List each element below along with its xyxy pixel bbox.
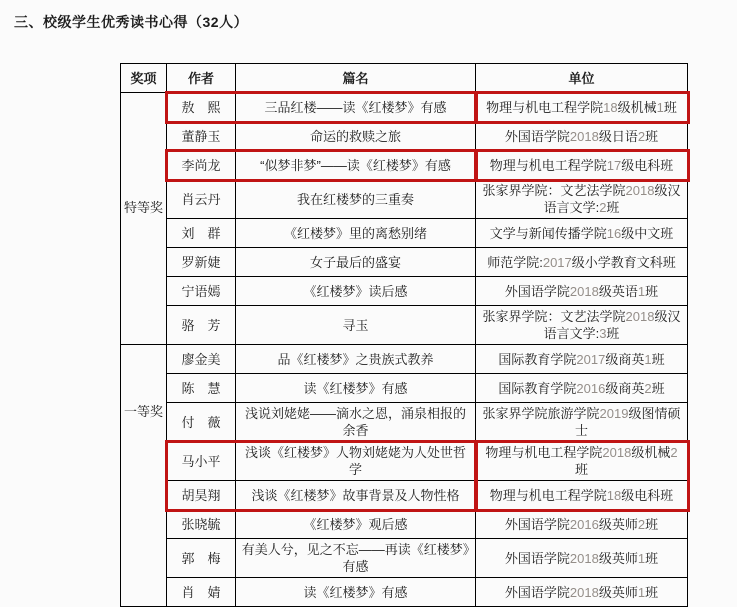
author-cell: 骆 芳: [167, 306, 236, 345]
title-cell: 浅谈《红楼梦》故事背景及人物性格: [236, 481, 476, 510]
table-row: [121, 219, 688, 248]
unit-number: 17: [606, 157, 622, 173]
table-row: [121, 248, 688, 277]
title-cell: 我在红楼梦的三重奏: [236, 180, 476, 219]
unit-number: 1: [637, 584, 646, 600]
unit-number: 2018: [625, 309, 655, 324]
author-cell: 张晓毓: [167, 510, 236, 539]
author-cell: 马小平: [167, 442, 236, 481]
award-cell: 特等奖: [121, 93, 167, 345]
unit-cell: 文学与新闻传播学院16级中文班: [476, 219, 688, 248]
unit-number: 2: [670, 445, 678, 460]
title-cell: “似梦非梦”——读《红楼梦》有感: [236, 151, 476, 180]
col-header-award: 奖项: [121, 64, 167, 93]
unit-cell: 物理与机电工程学院18级机械1班: [476, 93, 688, 122]
unit-cell: 张家界学院：文艺法学院2018级汉语言文学:3班: [476, 306, 688, 345]
page-title: 三、校级学生优秀读书心得（32人）: [14, 14, 249, 30]
title-cell: 浅说刘姥姥——滴水之恩，涌泉相报的余香: [236, 403, 476, 442]
table-row: [121, 277, 688, 306]
unit-cell: 国际教育学院2017级商英1班: [476, 345, 688, 374]
table-row: [121, 151, 688, 180]
table-body: [121, 93, 688, 607]
unit-number: 2: [599, 200, 607, 215]
author-cell: 董静玉: [167, 122, 236, 151]
unit-number: 1: [637, 283, 646, 299]
table-row: [121, 180, 688, 219]
author-cell: 刘 群: [167, 219, 236, 248]
unit-number: 2019: [599, 406, 629, 421]
unit-number: 2018: [569, 584, 599, 600]
title-cell: 浅谈《红楼梦》人物刘姥姥为人处世哲学: [236, 442, 476, 481]
unit-number: 2018: [569, 550, 599, 566]
unit-number: 2: [637, 516, 646, 532]
unit-number: 18: [606, 487, 622, 503]
table-row: [121, 578, 688, 607]
unit-number: 2017: [576, 351, 606, 367]
table-row: [121, 481, 688, 510]
table-row: [121, 345, 688, 374]
col-header-title: 篇名: [236, 64, 476, 93]
unit-number: 1: [656, 99, 664, 115]
author-cell: 肖 婧: [167, 578, 236, 607]
unit-number: 3: [599, 326, 607, 341]
col-header-unit: 单位: [476, 64, 688, 93]
unit-cell: 外国语学院2018级日语2班: [476, 122, 688, 151]
unit-number: 2018: [602, 445, 632, 460]
table-row: [121, 93, 688, 122]
author-cell: 罗新婕: [167, 248, 236, 277]
unit-number: 2: [644, 380, 652, 396]
author-cell: 胡昊翔: [167, 481, 236, 510]
title-cell: 读《红楼梦》有感: [236, 374, 476, 403]
unit-cell: 外国语学院2018级英师1班: [476, 539, 688, 578]
unit-cell: 国际教育学院2016级商英2班: [476, 374, 688, 403]
unit-number: 2: [637, 128, 646, 144]
title-cell: 有美人兮，见之不忘——再读《红楼梦》有感: [236, 539, 476, 578]
unit-number: 2018: [569, 128, 599, 144]
unit-number: 2016: [569, 516, 599, 532]
author-cell: 付 薇: [167, 403, 236, 442]
title-cell: 女子最后的盛宴: [236, 248, 476, 277]
unit-number: 2018: [625, 183, 655, 198]
title-cell: 《红楼梦》观后感: [236, 510, 476, 539]
unit-cell: 外国语学院2018级英师1班: [476, 578, 688, 607]
author-cell: 李尚龙: [167, 151, 236, 180]
table-row: [121, 510, 688, 539]
author-cell: 肖云丹: [167, 180, 236, 219]
title-cell: 三品红楼——读《红楼梦》有感: [236, 93, 476, 122]
unit-cell: 外国语学院2016级英师2班: [476, 510, 688, 539]
unit-number: 1: [637, 550, 646, 566]
title-cell: 读《红楼梦》有感: [236, 578, 476, 607]
table-row: [121, 122, 688, 151]
awards-table-wrap: [120, 63, 687, 607]
unit-number: 1: [644, 351, 652, 367]
table-row: [121, 306, 688, 345]
title-cell: 寻玉: [236, 306, 476, 345]
unit-number: 18: [603, 99, 618, 115]
unit-cell: 物理与机电工程学院17级电科班: [476, 151, 688, 180]
unit-cell: 师范学院:2017级小学教育文科班: [476, 248, 688, 277]
table-row: [121, 374, 688, 403]
table-row: [121, 539, 688, 578]
unit-cell: 物理与机电工程学院2018级机械2班: [476, 442, 688, 481]
title-cell: 品《红楼梦》之贵族式教养: [236, 345, 476, 374]
title-cell: 《红楼梦》里的离愁别绪: [236, 219, 476, 248]
unit-number: 16: [606, 225, 622, 241]
unit-cell: 张家界学院：文艺法学院2018级汉语言文学:2班: [476, 180, 688, 219]
unit-cell: 张家界学院旅游学院2019级图情硕士: [476, 403, 688, 442]
unit-number: 2016: [576, 380, 606, 396]
table-row: [121, 403, 688, 442]
unit-number: 2017: [542, 254, 572, 270]
table-row: [121, 442, 688, 481]
title-cell: 命运的救赎之旅: [236, 122, 476, 151]
author-cell: 陈 慧: [167, 374, 236, 403]
header-row: [121, 64, 688, 93]
unit-cell: 物理与机电工程学院18级电科班: [476, 481, 688, 510]
col-header-author: 作者: [167, 64, 236, 93]
author-cell: 郭 梅: [167, 539, 236, 578]
author-cell: 廖金美: [167, 345, 236, 374]
title-cell: 《红楼梦》读后感: [236, 277, 476, 306]
author-cell: 敖 熙: [167, 93, 236, 122]
unit-number: 2018: [569, 283, 599, 299]
award-cell: 一等奖: [121, 345, 167, 607]
awards-table: [120, 63, 688, 607]
author-cell: 宁语嫣: [167, 277, 236, 306]
unit-cell: 外国语学院2018级英语1班: [476, 277, 688, 306]
